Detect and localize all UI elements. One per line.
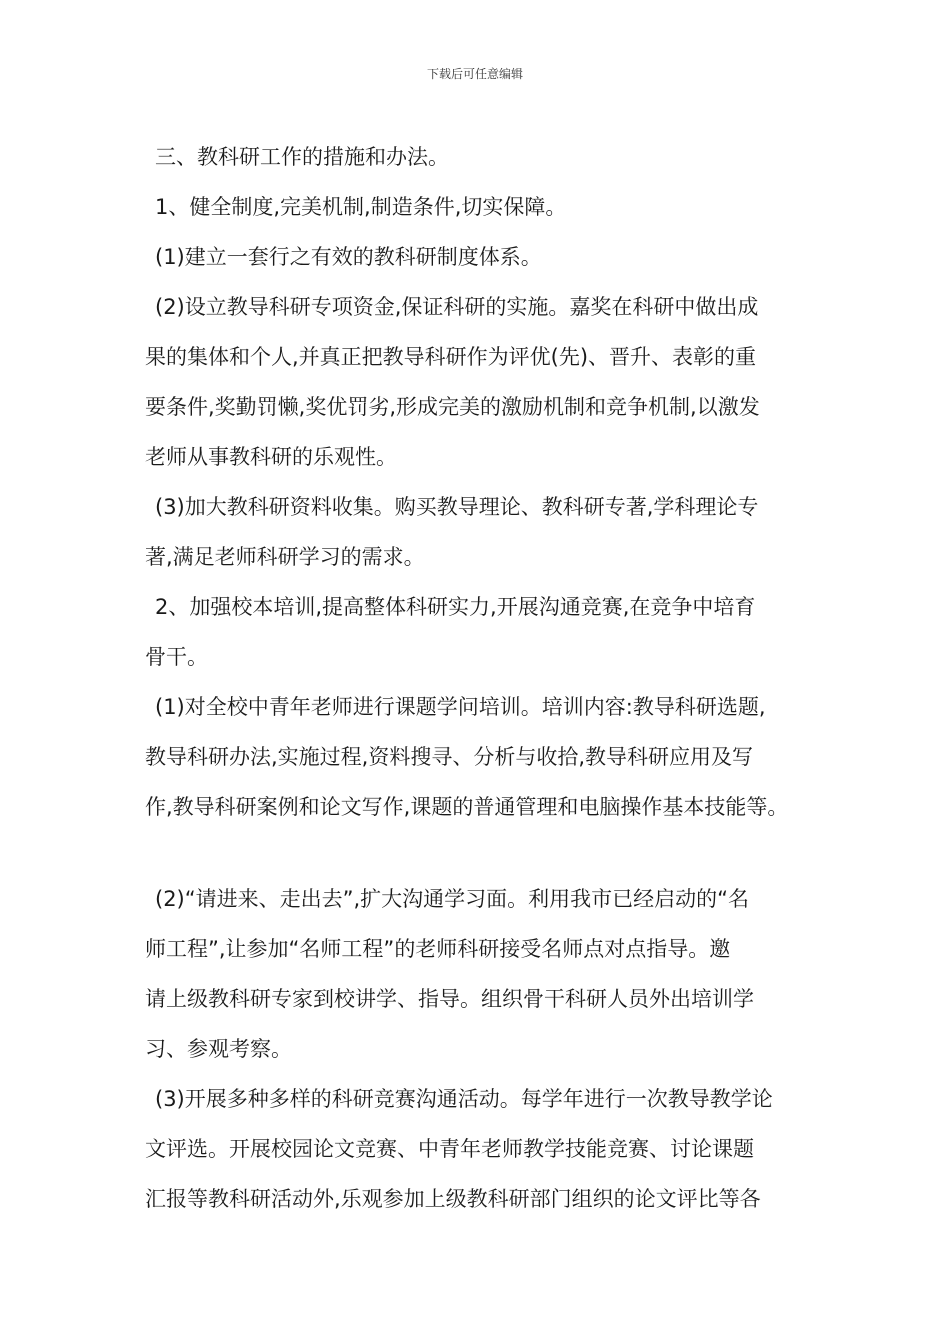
paragraph-line: 骨干。 — [145, 645, 208, 669]
paragraph-line: 汇报等教科研活动外,乐观参加上级教科研部门组织的论文评比等各 — [145, 1187, 761, 1211]
paragraph-line: 师工程”,让参加“名师工程”的老师科研接受名师点对点指导。邀 — [145, 937, 731, 961]
section-heading: 三、教科研工作的措施和办法。 — [155, 145, 449, 169]
paragraph-line: 老师从事教科研的乐观性。 — [145, 445, 397, 469]
paragraph-line: (2)“请进来、走出去”,扩大沟通学习面。利用我市已经启动的“名 — [155, 887, 750, 911]
paragraph-line: 习、参观考察。 — [145, 1037, 292, 1061]
paragraph-line: (1)建立一套行之有效的教科研制度体系。 — [155, 245, 542, 269]
paragraph-line: 要条件,奖勤罚懒,奖优罚劣,形成完美的激励机制和竞争机制,以激发 — [145, 395, 760, 419]
paragraph-gap — [145, 832, 813, 874]
paragraph-line: (3)开展多种多样的科研竞赛沟通活动。每学年进行一次教导教学论 — [155, 1087, 773, 1111]
page-header: 下载后可任意编辑 — [426, 67, 523, 81]
paragraph-line: (3)加大教科研资料收集。购买教导理论、教科研专著,学科理论专 — [155, 495, 759, 519]
paragraph-line: 文评选。开展校园论文竞赛、中青年老师教学技能竞赛、讨论课题 — [145, 1137, 754, 1161]
paragraph-line: 2、加强校本培训,提高整体科研实力,开展沟通竞赛,在竞争中培育 — [155, 595, 756, 619]
paragraph-line: 1、健全制度,完美机制,制造条件,切实保障。 — [155, 195, 567, 219]
paragraph-line: 请上级教科研专家到校讲学、指导。组织骨干科研人员外出培训学 — [145, 987, 754, 1011]
paragraph-line: 教导科研办法,实施过程,资料搜寻、分析与收拾,教导科研应用及写 — [145, 745, 754, 769]
paragraph-line: (1)对全校中青年老师进行课题学问培训。培训内容:教导科研选题, — [155, 695, 766, 719]
paragraph-line: (2)设立教导科研专项资金,保证科研的实施。嘉奖在科研中做出成 — [155, 295, 759, 319]
paragraph-line: 作,教导科研案例和论文写作,课题的普通管理和电脑操作基本技能等。 — [145, 795, 789, 819]
paragraph-line: 果的集体和个人,并真正把教导科研作为评优(先)、晋升、表彰的重 — [145, 345, 757, 369]
paragraph-line: 著,满足老师科研学习的需求。 — [145, 545, 425, 569]
document-body — [145, 132, 813, 1224]
